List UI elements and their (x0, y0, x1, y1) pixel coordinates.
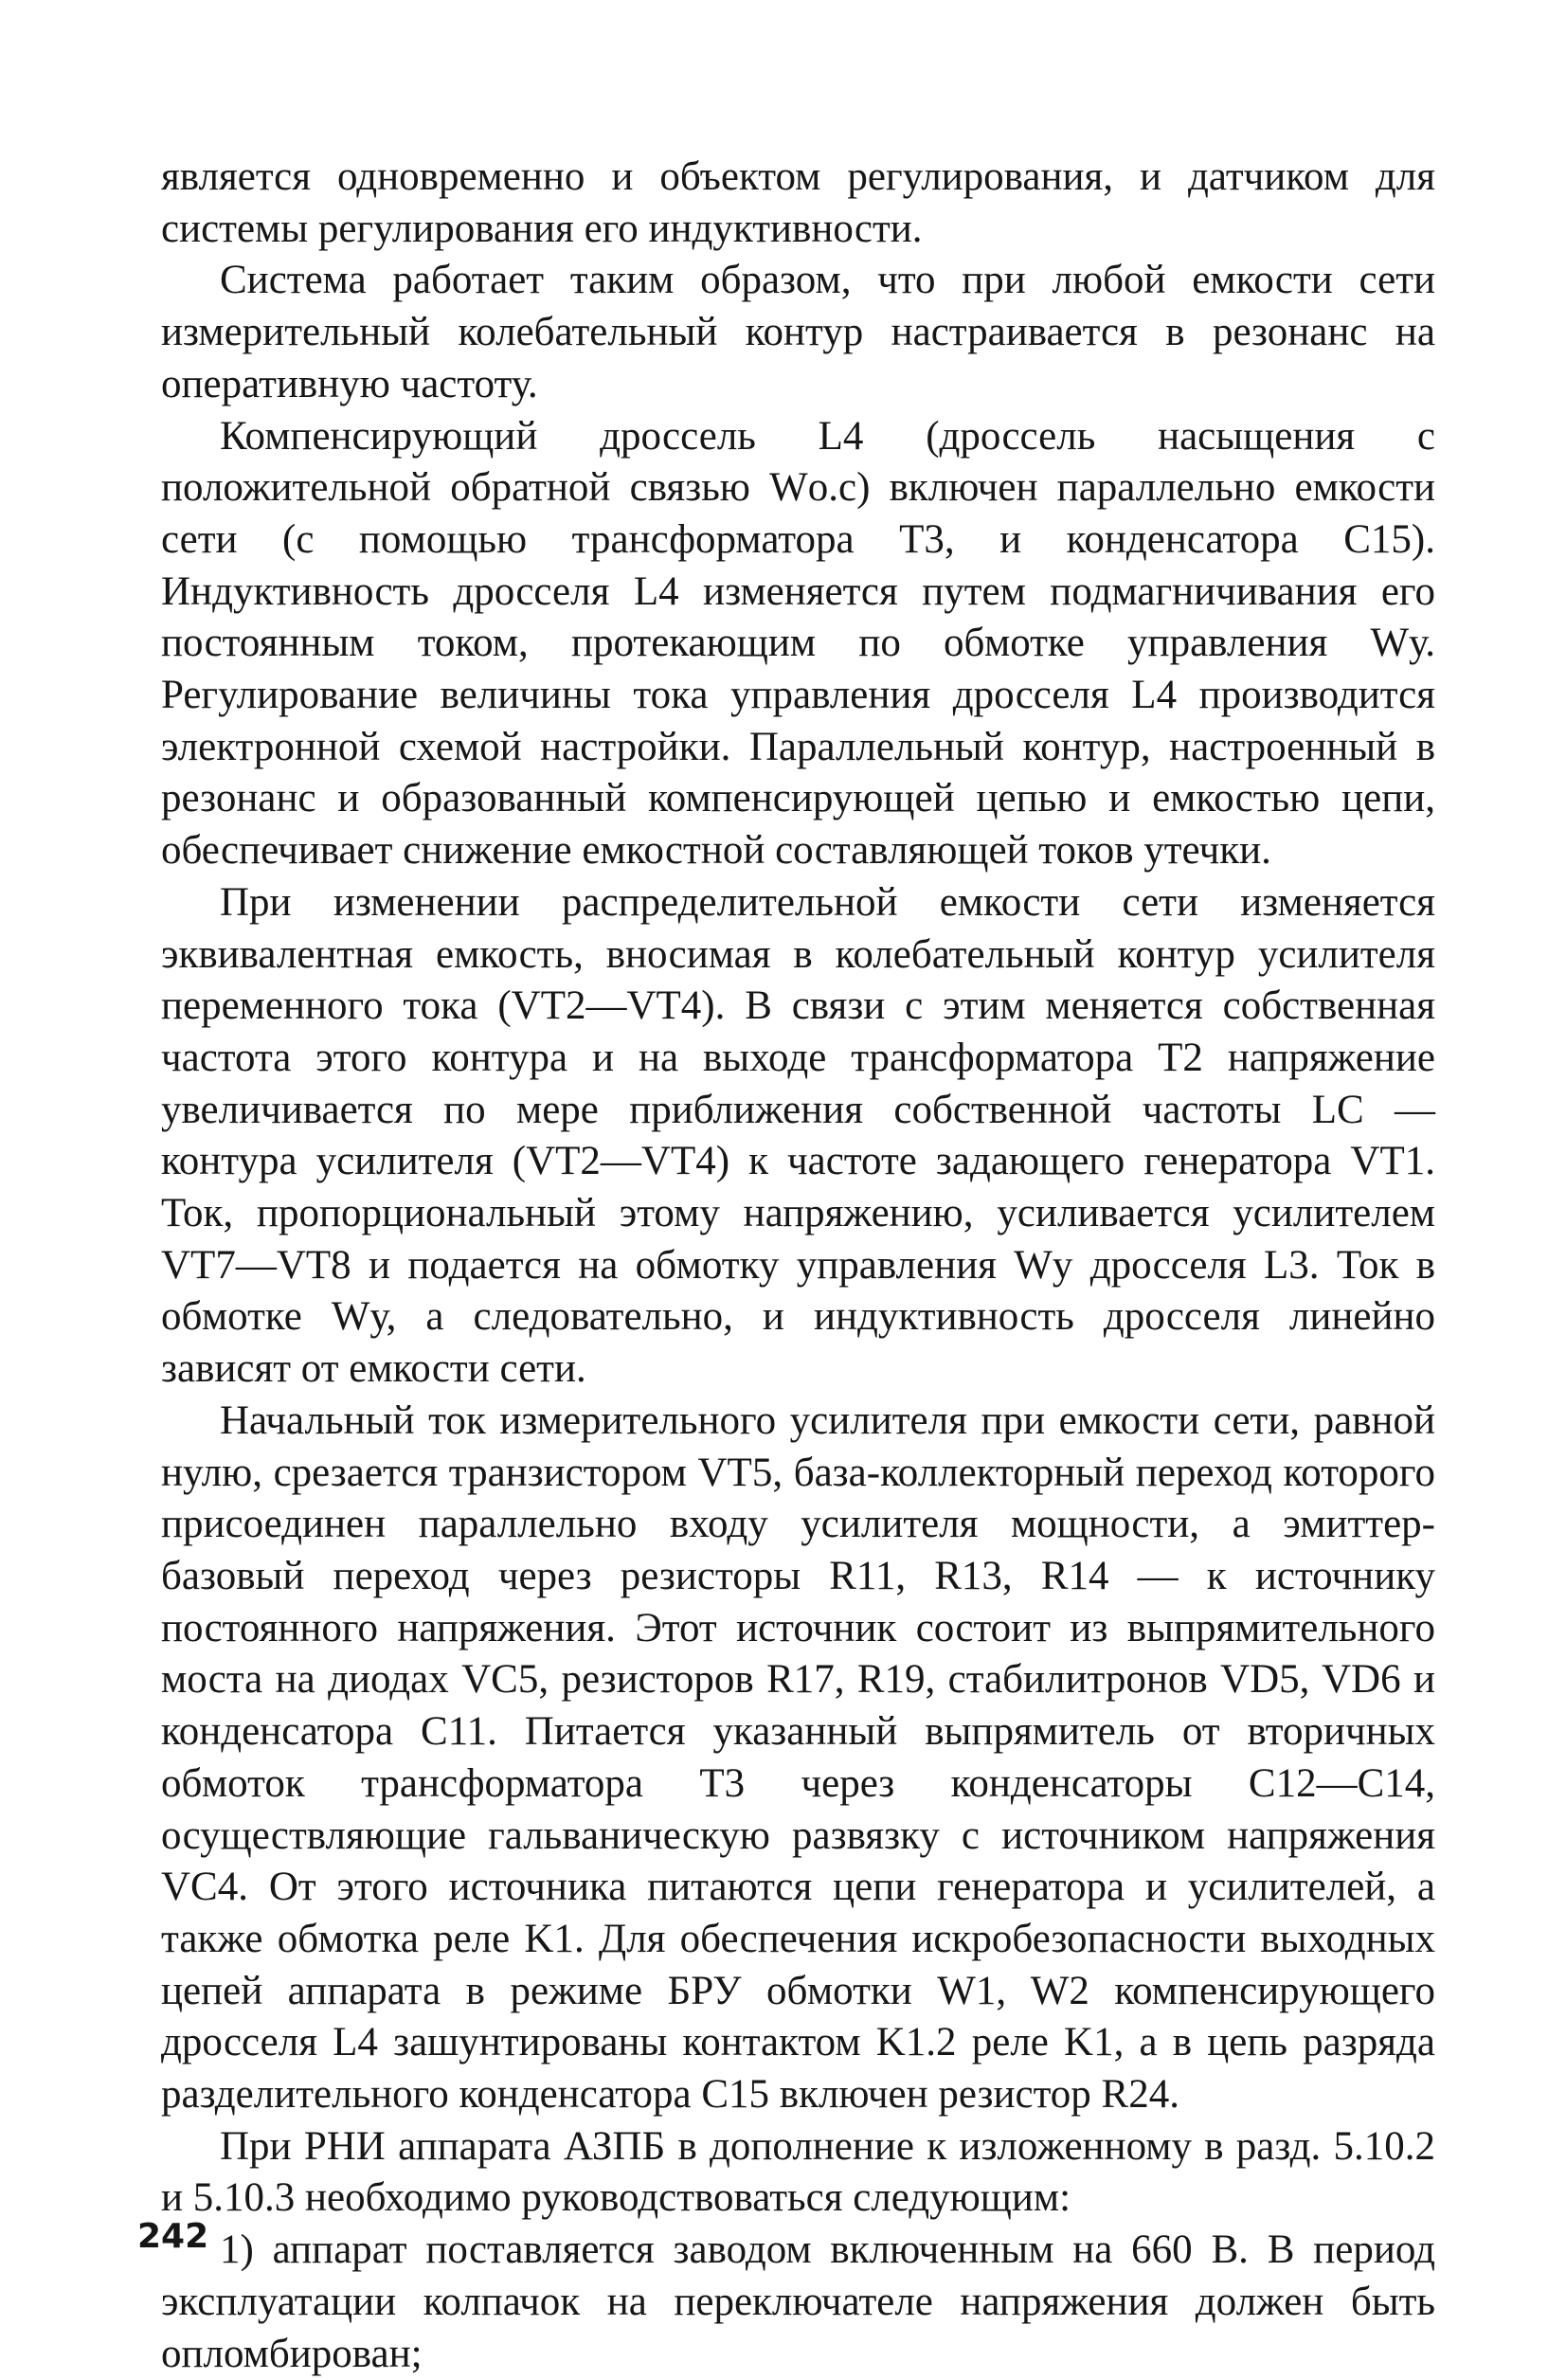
paragraph-2: Система работает таким образом, что при любой емкости сети измерительный колебательный контур настраивается в резонанс на оперативную частоту. (161, 258, 1435, 406)
paragraph-1: является одновременно и объектом регулирования, и датчиком для системы регулирования его индуктивности. (161, 154, 1435, 251)
paragraph-5: Начальный ток измерительного усилителя при емкости сети, равной нулю, срезается транзистором VT5, база-коллекторный переход которого присоединен параллельно входу усилителя мощности, а эмиттер-базовый переход через резисторы R11, R13, R14 — к источнику постоянного напряжения. Этот источник состоит из выпрямительного моста на диодах VC5, резисторов R17, R19, стабилитронов VD5, VD6 и конденсатора С11. Питается указанный выпрямитель от вторичных обмоток трансформатора Т3 через конденсаторы С12—С14, осуществляющие гальваническую развязку с источником напряжения VC4. От этого источника питаются цепи генератора и усилителей, а также обмотка реле K1. Для обеспечения искробезопасности выходных цепей аппарата в режиме БРУ обмотки W1, W2 компенсирующего дросселя L4 зашунтированы контактом K1.2 реле K1, а в цепь разряда разделительного конденсатора С15 включен резистор R24. (161, 1397, 1435, 2118)
paragraph-6: При РНИ аппарата АЗПБ в дополнение к изложенному в разд. 5.10.2 и 5.10.3 необходимо руководствоваться следующим: (161, 2123, 1435, 2221)
paragraph-7: 1) аппарат поставляется заводом включенным на 660 В. В период эксплуатации колпачок на переключателе напряжения должен быть опломбирован; (161, 2227, 1435, 2376)
paragraph-4: При изменении распределительной емкости сети изменяется эквивалентная емкость, вносимая в колебательный контур усилителя переменного тока (VT2—VT4). В связи с этим меняется собственная частота этого контура и на выходе трансформатора Т2 напряжение увеличивается по мере приближения собственной частоты LC — контура усилителя (VT2—VT4) к частоте задающего генератора VT1. Ток, пропорциональный этому напряжению, усиливается усилителем VT7—VT8 и подается на обмотку управления Wу дросселя L3. Ток в обмотке Wу, а следовательно, и индуктивность дросселя линейно зависят от емкости сети. (161, 879, 1435, 1392)
paragraph-3: Компенсирующий дроссель L4 (дроссель насыщения с положительной обратной связью Wо.с) включен параллельно емкости сети (с помощью трансформатора Т3, и конденсатора С15). Индуктивность дросселя L4 изменяется путем подмагничивания его постоянным током, протекающим по обмотке управления Wу. Регулирование величины тока управления дросселя L4 производится электронной схемой настройки. Параллельный контур, настроенный в резонанс и образованный компенсирующей цепью и емкостью цепи, обеспечивает снижение емкостной составляющей токов утечки. (161, 413, 1435, 874)
page-body (161, 152, 1435, 2380)
page-number: 242 (137, 2217, 209, 2256)
